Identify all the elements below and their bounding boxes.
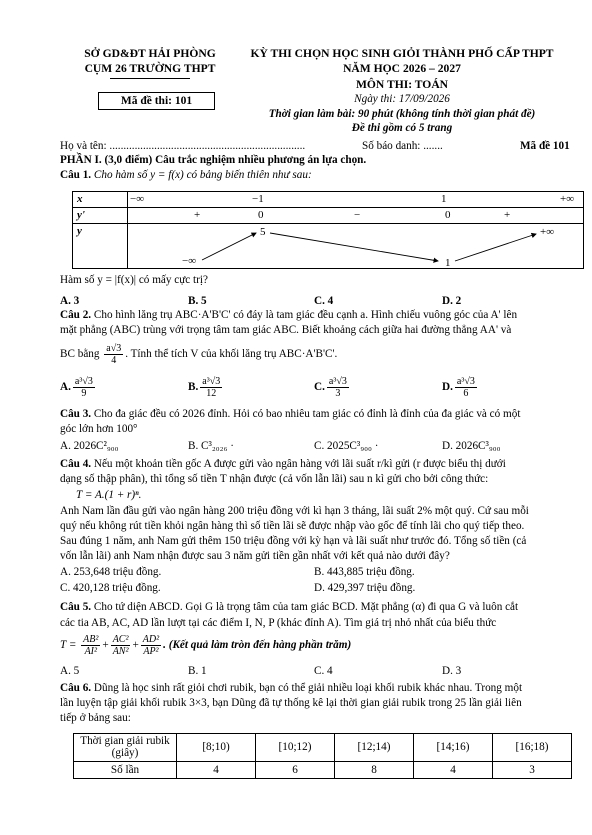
q2-frac-den: 4 (111, 355, 117, 366)
q4-line6: vốn lẫn lãi) anh Nam nhận được sau 3 năm gửi tiền gần nhất với kết quả nào dưới đây? (60, 550, 450, 562)
q4-line3: Anh Nam lần đầu gửi vào ngân hàng 200 triệu đồng với kì hạn 3 tháng, lãi suất 2% một quý. Cứ sau mỗi (60, 505, 529, 517)
q2-line3-post: . Tính thể tích V của khối lăng trụ ABC·A'B'C'. (125, 348, 338, 361)
vt-dy-0: + (194, 209, 201, 221)
q2-label: Câu 2. (60, 309, 92, 321)
q5-f1-num: AB² (83, 634, 99, 645)
table-row (74, 761, 572, 778)
q2-c-num: a³√3 (328, 376, 347, 387)
q4-text1: Nếu một khoản tiền gốc A được gửi vào ngân hàng với lãi suất r/kì gửi (r được biểu thị dưới (91, 458, 506, 470)
rubik-interval-2: [12;14) (335, 734, 414, 762)
vt-y-label: y (73, 224, 128, 269)
q6-text1: Dũng là học sinh rất giỏi chơi rubik, bạn có thể giải nhiều loại khối rubik khác nhau. Trong một (91, 682, 523, 694)
header-left (70, 46, 230, 76)
pages-note: Đề thi gồm có 5 trang (351, 122, 453, 135)
vt-dy-3: 0 (445, 209, 451, 221)
exam-code-box: Mã đề thi: 101 (98, 92, 215, 110)
q2-options (60, 376, 580, 406)
q2-a-letter: A. (60, 381, 71, 394)
vt-y-2: 1 (445, 257, 451, 269)
q3-label: Câu 3. (60, 408, 92, 420)
q1-option-a[interactable]: A. 3 (60, 295, 80, 307)
vt-x-row (128, 192, 584, 208)
q4-formula: T = A.(1 + r)ⁿ. (76, 489, 142, 501)
exam-title: KỲ THI CHỌN HỌC SINH GIỎI THÀNH PHỐ CẤP THPT (250, 47, 554, 60)
vt-dy-4: + (504, 209, 511, 221)
q4-option-c[interactable]: C. 420,128 triệu đồng. (60, 582, 161, 594)
q2-a-den: 9 (81, 388, 87, 399)
vt-arrows (128, 224, 588, 270)
vt-x-label: x (73, 192, 128, 208)
q5-label: Câu 5. (60, 601, 92, 613)
q2-d-den: 6 (463, 388, 469, 399)
q6-line3: tiếp ở bảng sau: (60, 712, 131, 724)
rubik-interval-0: [8;10) (177, 734, 256, 762)
q2-a-num: a³√3 (74, 376, 93, 387)
rubik-interval-1: [10;12) (256, 734, 335, 762)
q5-formula-pre: T = (60, 639, 77, 652)
q1-options (60, 294, 580, 308)
rubik-interval-4: [16;18) (493, 734, 572, 762)
q3-text1: Cho đa giác đều có 2026 đỉnh. Hỏi có bao nhiêu tam giác có đỉnh là đỉnh của đa giác và có một (91, 408, 521, 420)
q5-option-a[interactable]: A. 5 (60, 665, 80, 677)
q3-line1 (60, 407, 580, 421)
q1-text (60, 168, 580, 182)
vt-y-0: −∞ (182, 255, 197, 267)
q2-option-a[interactable] (60, 376, 97, 399)
q4-line1 (60, 457, 580, 471)
q2-c-letter: C. (314, 381, 325, 394)
q6-label: Câu 6. (60, 682, 92, 694)
q2-c-den: 3 (335, 388, 341, 399)
q3-option-a[interactable]: A. 2026C²₉₀₀ (60, 440, 119, 452)
q5-f3-den: AP² (143, 646, 159, 657)
vt-x-1: −1 (252, 193, 264, 205)
rubik-count-2: 8 (335, 761, 414, 778)
q2-frac-num: a√3 (106, 343, 122, 354)
dept-name: SỞ GD&ĐT HẢI PHÒNG (84, 47, 216, 60)
q2-b-num: a³√3 (202, 376, 221, 387)
q2-line3-pre: BC bằng (60, 348, 100, 361)
rubik-count-0: 4 (177, 761, 256, 778)
student-line (60, 139, 580, 153)
q3-line2: góc lớn hơn 100° (60, 423, 138, 435)
q6-line1 (60, 681, 580, 695)
q5-f1-den: AI² (84, 646, 97, 657)
rubik-count-3: 4 (414, 761, 493, 778)
vt-x-3: +∞ (560, 193, 575, 205)
q2-line3 (60, 343, 580, 366)
vt-dy-2: − (354, 209, 361, 221)
q4-option-b[interactable]: B. 443,885 triệu đồng. (314, 566, 415, 578)
school-year: NĂM HỌC 2026 – 2027 (343, 62, 461, 76)
rubik-table (73, 733, 572, 779)
q5-f2-den: AN² (112, 646, 129, 657)
vt-y-row (128, 224, 584, 269)
q2-text1: Cho hình lăng trụ ABC·A'B'C' có đáy là tam giác đều cạnh a. Hình chiếu vuông góc của A' lên (91, 309, 518, 321)
q4-line4: quý nếu không rút tiền khỏi ngân hàng thì số tiền lãi sẽ được nhập vào gốc để tính lãi cho quý tiếp theo. (60, 520, 525, 532)
q1-stem: Cho hàm số y = f(x) có bảng biến thiên như sau: (91, 169, 312, 181)
q3-option-c[interactable]: C. 2025C³₉₀₀ · (314, 440, 379, 452)
subject: MÔN THI: TOÁN (355, 77, 449, 91)
exam-date: Ngày thi: 17/09/2026 (354, 92, 450, 105)
q5-text1: Cho tứ diện ABCD. Gọi G là trọng tâm của tam giác BCD. Mặt phẳng (α) đi qua G và luôn cắt (91, 601, 519, 613)
q3-option-b[interactable]: B. C³₂₀₂₆ · (188, 440, 234, 452)
q1-question: Hàm số y = |f(x)| có mấy cực trị? (60, 274, 208, 286)
q5-line2: các tia AB, AC, AD lần lượt tại các điểm I, N, P (khác đỉnh A). Tìm giá trị nhỏ nhất của biểu thức (60, 617, 497, 629)
table-row (74, 734, 572, 762)
q5-note: . (Kết quả làm tròn đến hàng phần trăm) (163, 639, 352, 652)
part1-title: PHẦN I. (3,0 điểm) Câu trắc nghiệm nhiều phương án lựa chọn. (60, 154, 367, 166)
cluster-name: CỤM 26 TRƯỜNG THPT (84, 62, 216, 76)
vt-x-0: −∞ (130, 193, 145, 205)
q4-option-d[interactable]: D. 429,397 triệu đồng. (314, 582, 416, 594)
q5-option-d[interactable]: D. 3 (442, 665, 462, 677)
q5-options (60, 664, 580, 678)
q1-option-d[interactable]: D. 2 (442, 295, 462, 307)
q1-option-b[interactable]: B. 5 (188, 295, 207, 307)
q4-option-a[interactable]: A. 253,648 triệu đồng. (60, 566, 162, 578)
rubik-count-1: 6 (256, 761, 335, 778)
rubik-interval-3: [14;16) (414, 734, 493, 762)
q2-line1 (60, 308, 580, 322)
q2-d-letter: D. (442, 381, 453, 394)
q6-line2: lần luyện tập giải khối rubik 3×3, bạn Dũng đã tự thống kê lại thời gian giải rubik trong 25 lần giải liên (60, 697, 522, 709)
rubik-header-label: Thời gian giải rubik (giây) (74, 734, 177, 762)
q5-option-b[interactable]: B. 1 (188, 665, 207, 677)
q3-option-d[interactable]: D. 2026C³₉₀₀ (442, 440, 501, 452)
exam-duration: Thời gian làm bài: 90 phút (không tính thời gian phát đề) (268, 107, 536, 120)
q2-d-num: a³√3 (456, 376, 475, 387)
q2-option-c[interactable] (314, 376, 351, 399)
q2-line2: mặt phẳng (ABC) trùng với trọng tâm tam giác ABC. Biết khoảng cách giữa hai đường thẳng AA' và (60, 324, 512, 336)
q5-option-c[interactable]: C. 4 (314, 665, 333, 677)
name-label: Họ và tên: ...................................................................... (60, 140, 306, 152)
q2-b-den: 12 (206, 388, 217, 399)
q2-option-d[interactable] (442, 376, 479, 399)
variation-table (72, 191, 584, 269)
exam-code: Mã đề 101 (520, 140, 570, 152)
rubik-count-label: Số lần (74, 761, 177, 778)
q1-label: Câu 1. (60, 169, 92, 181)
student-id-label: Số báo danh: ....... (362, 140, 443, 152)
q5-formula: T = $\frac{\text{AB²}}{\text{AI²}}$ + $\frac{\text{AC²}}{\text{AN²}}$ + $\frac{\text{AD²}}{\text{AP²}}$ . (Kết quả làm tròn đến hàng phần trăm) (60, 634, 352, 657)
q5-f3-num: AD² (142, 634, 160, 645)
rubik-count-4: 3 (493, 761, 572, 778)
vt-dy-1: 0 (258, 209, 264, 221)
vt-dy-row (128, 208, 584, 224)
q5-f2-num: AC² (112, 634, 129, 645)
q2-option-b[interactable] (188, 376, 224, 399)
q4-label: Câu 4. (60, 458, 92, 470)
q2-b-letter: B. (188, 381, 199, 394)
q5-line1 (60, 600, 580, 614)
q4-line2: dạng số thập phân), thì tổng số tiền T nhận được (cả vốn lẫn lãi) sau n kì gửi cho bởi công thức: (60, 473, 489, 485)
header-right (232, 46, 572, 136)
vt-x-2: 1 (441, 193, 447, 205)
q4-options (60, 565, 580, 595)
q4-line5: Sau đúng 1 năm, anh Nam gửi thêm 150 triệu đồng với kỳ hạn và lãi suất như trước đó. Tổng số tiền (cả (60, 535, 527, 547)
q2-fraction (104, 343, 123, 366)
vt-y-3: +∞ (540, 226, 555, 238)
vt-dy-label: y' (73, 208, 128, 224)
vt-y-1: 5 (260, 226, 266, 238)
q3-options (60, 439, 580, 453)
header-divider (110, 78, 190, 79)
q1-option-c[interactable]: C. 4 (314, 295, 334, 307)
